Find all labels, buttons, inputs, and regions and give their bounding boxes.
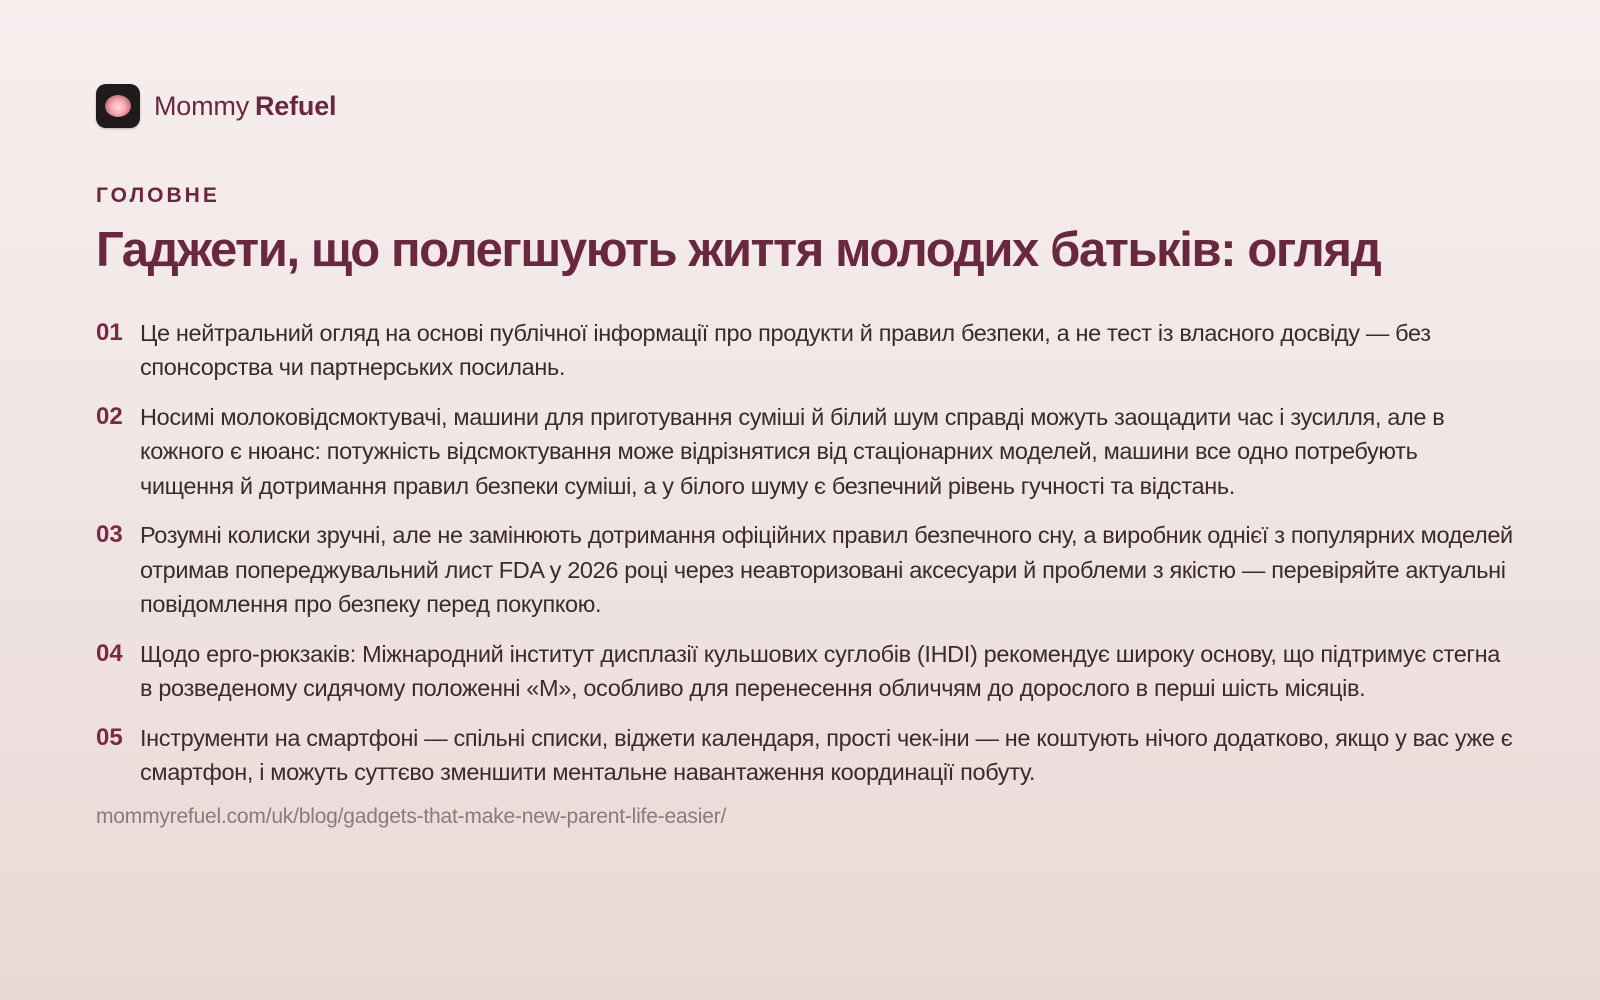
source-url-link[interactable]: mommyrefuel.com/uk/blog/gadgets-that-make-new-parent-life-easier/ bbox=[96, 804, 727, 828]
key-point-number: 04 bbox=[96, 639, 123, 667]
key-point-number: 02 bbox=[96, 402, 123, 430]
key-points-list bbox=[96, 316, 1514, 790]
key-point bbox=[96, 518, 1514, 622]
key-point-text: Щодо ерго-рюкзаків: Міжнародний інститут дисплазії кульшових суглобів (IHDI) рекомендує широку основу, що підтримує стегна в розведеному сидячому положенні «М», особливо для перенесення обличчям до дорослого в перші шість місяців. bbox=[140, 640, 1500, 702]
key-point-number: 01 bbox=[96, 318, 123, 346]
key-point bbox=[96, 400, 1514, 504]
brand-name-light: Mommy bbox=[154, 90, 249, 121]
key-point-number: 03 bbox=[96, 521, 123, 549]
article-title: Гаджети, що полегшують життя молодих батьків: огляд bbox=[96, 223, 1381, 277]
key-point-text: Розумні колиски зручні, але не замінюють дотримання офіційних правил безпечного сну, а виробник однієї з популярних моделей отримав попереджувальний лист FDA у 2026 році через неавторизовані аксесуари й проблеми з якістю — перевіряйте актуальні повідомлення про безпеку перед покупкою. bbox=[140, 522, 1513, 618]
section-kicker: ГОЛОВНЕ bbox=[96, 184, 220, 207]
key-point-number: 05 bbox=[96, 723, 123, 751]
brand[interactable] bbox=[96, 84, 1504, 128]
key-point bbox=[96, 316, 1514, 385]
key-point-text: Інструменти на смартфоні — спільні списки, віджети календаря, прості чек-іни — не коштують нічого додатково, якщо у вас уже є смартфон, і можуть суттєво зменшити ментальне навантаження координації побуту. bbox=[140, 724, 1513, 786]
key-point-text: Це нейтральний огляд на основі публічної інформації про продукти й правил безпеки, а не тест із власного досвіду — без спонсорства чи партнерських посилань. bbox=[140, 319, 1431, 381]
brand-name bbox=[154, 91, 336, 122]
brand-name-bold: Refuel bbox=[255, 90, 337, 121]
key-point bbox=[96, 637, 1514, 706]
key-point bbox=[96, 721, 1514, 790]
heart-logo-icon bbox=[96, 84, 140, 128]
key-point-text: Носимі молоковідсмоктувачі, машини для приготування суміші й білий шум справді можуть заощадити час і зусилля, але в кожного є нюанс: потужність відсмоктування може відрізнятися від стаціонарних моделей, машини все одно потребують чищення й дотримання правил безпеки суміші, а у білого шуму є безпечний рівень гучності та відстань. bbox=[140, 403, 1445, 499]
